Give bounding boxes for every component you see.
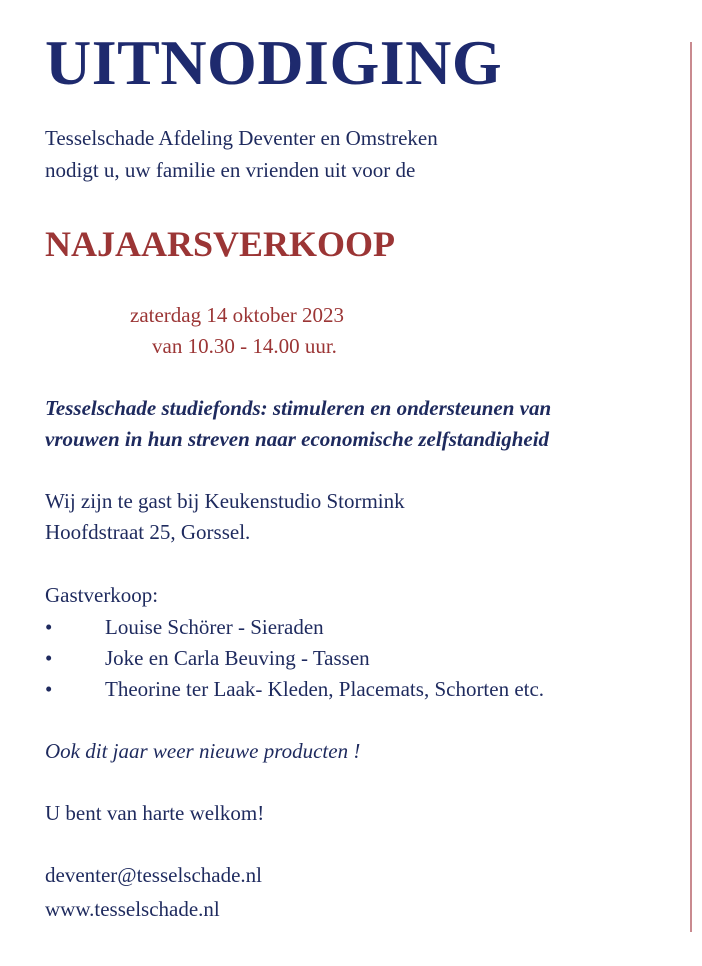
guest-sales-list [45,612,544,705]
guest-sales-item: Joke en Carla Beuving - Tassen [105,646,370,670]
intro-line-1: Tesselschade Afdeling Deventer en Omstreken [45,126,438,150]
list-item [45,612,544,643]
list-item [45,643,544,674]
location-line-1: Wij zijn te gast bij Keukenstudio Stormink [45,489,405,513]
location-line-2: Hoofdstraat 25, Gorssel. [45,520,251,544]
guest-sales-heading: Gastverkoop: [45,583,159,607]
event-time: van 10.30 - 14.00 uur. [152,334,337,358]
bullet-icon: • [45,615,53,639]
new-products-note: Ook dit jaar weer nieuwe producten ! [45,739,361,763]
vertical-divider-line [690,42,692,932]
page-title: UITNODIGING [45,27,503,98]
mission-line-1: Tesselschade studiefonds: stimuleren en ondersteunen van [45,396,552,420]
event-date: zaterdag 14 oktober 2023 [130,303,345,327]
contact-website-link[interactable]: www.tesselschade.nl [45,897,220,921]
bullet-icon: • [45,646,53,670]
guest-sales-item: Louise Schörer - Sieraden [105,615,324,639]
intro-line-2: nodigt u, uw familie en vrienden uit voor de [45,158,416,182]
list-item [45,674,544,705]
guest-sales-item: Theorine ter Laak- Kleden, Placemats, Schorten etc. [105,677,545,701]
contact-email-link[interactable]: deventer@tesselschade.nl [45,863,263,887]
event-name: NAJAARSVERKOOP [45,224,396,264]
bullet-icon: • [45,677,53,701]
mission-line-2: vrouwen in hun streven naar economische zelfstandigheid [45,427,550,451]
welcome-text: U bent van harte welkom! [45,801,265,825]
